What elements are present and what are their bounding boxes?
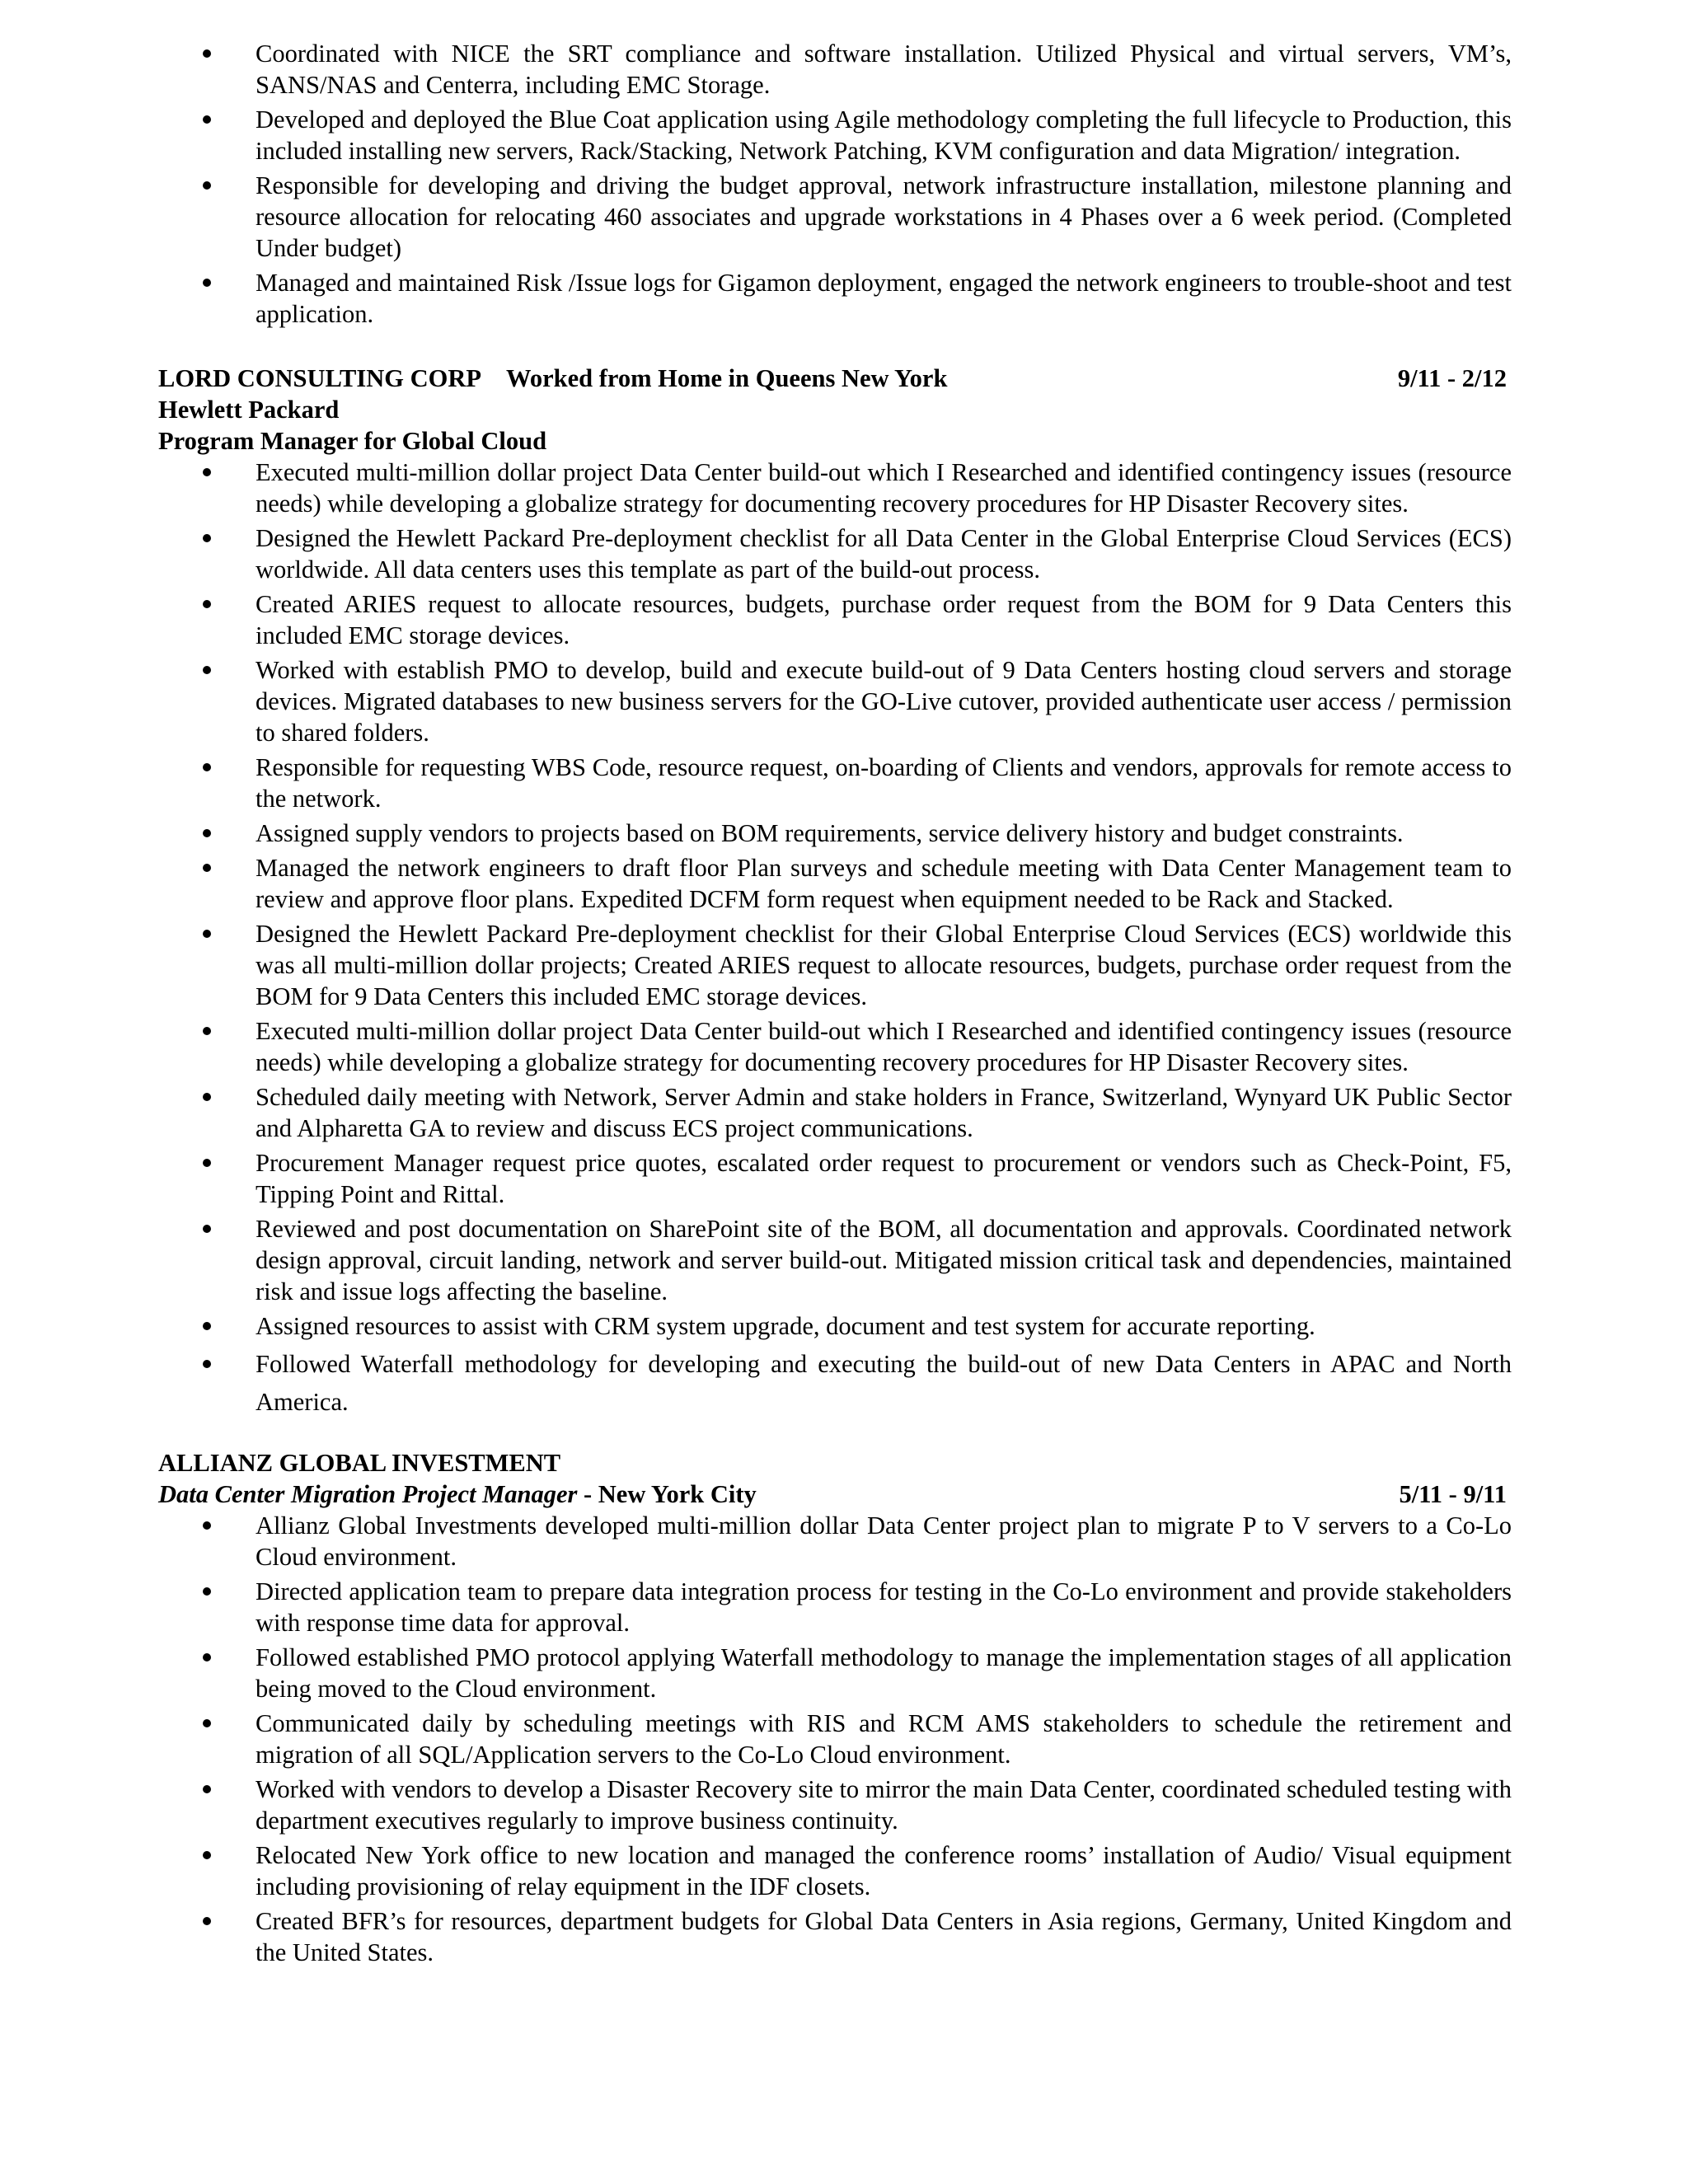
bullet-icon (203, 279, 211, 287)
bullet-icon (203, 1322, 211, 1330)
list-item: Managed the network engineers to draft floor Plan surveys and schedule meeting with Data Center Management team to review and approve floor plans. Expedited DCFM form request when equipment needed to be Rack and Stacked. (203, 852, 1512, 915)
allianz-role-line (158, 1479, 1517, 1510)
bullet-icon (203, 1587, 211, 1596)
client-name: Hewlett Packard (158, 396, 340, 424)
list-item: Responsible for developing and driving the budget approval, network infrastructure installation, milestone planning and resource allocation for relocating 460 associates and upgrade workstations in 4 Phases over a 6 week period. (Completed Under budget) (203, 170, 1512, 264)
company-name: LORD CONSULTING CORP (158, 364, 482, 392)
list-item: Followed established PMO protocol applying Waterfall methodology to manage the implementation stages of all application being moved to the Cloud environment. (203, 1642, 1512, 1704)
work-location: Worked from Home in Queens New York (506, 364, 948, 392)
list-item: Followed Waterfall methodology for developing and executing the build-out of new Data Centers in APAC and North America. (203, 1345, 1512, 1421)
bullet-icon (203, 49, 211, 58)
list-item: Developed and deployed the Blue Coat application using Agile methodology completing the full lifecycle to Production, this included installing new servers, Rack/Stacking, Network Patching, KVM configuration and data Migration/ integration. (203, 104, 1512, 166)
date-range: 9/11 - 2/12 (1397, 364, 1507, 392)
company-name: ALLIANZ GLOBAL INVESTMENT (158, 1449, 561, 1477)
bullet-icon (203, 1521, 211, 1530)
job-title: Program Manager for Global Cloud (158, 427, 547, 455)
list-item: Procurement Manager request price quotes, escalated order request to procurement or vendors such as Check-Point, F5, Tipping Point and Rittal. (203, 1147, 1512, 1210)
allianz-bullets (203, 1510, 1512, 1968)
bullet-icon (203, 1785, 211, 1793)
lord-header-line (158, 363, 1517, 394)
bullet-icon (203, 930, 211, 938)
bullet-icon (203, 468, 211, 476)
list-item: Directed application team to prepare data integration process for testing in the Co-Lo environment and provide stakeholders with response time data for approval. (203, 1576, 1512, 1638)
bullet-icon (203, 1653, 211, 1661)
list-item: Executed multi-million dollar project Data Center build-out which I Researched and identified contingency issues (resource needs) while developing a globalize strategy for documenting recovery procedures for HP Disaster Recovery sites. (203, 457, 1512, 519)
bullet-icon (203, 181, 211, 190)
list-item: Coordinated with NICE the SRT compliance and software installation. Utilized Physical and virtual servers, VM’s, SANS/NAS and Centerra, including EMC Storage. (203, 38, 1512, 101)
list-item: Assigned resources to assist with CRM system upgrade, document and test system for accurate reporting. (203, 1310, 1512, 1342)
lord-bullets (203, 457, 1512, 1421)
bullet-icon (203, 1027, 211, 1035)
list-item: Designed the Hewlett Packard Pre-deployment checklist for all Data Center in the Global Enterprise Cloud Services (ECS) worldwide. All data centers uses this template as part of the build-out process. (203, 523, 1512, 585)
list-item: Communicated daily by scheduling meetings with RIS and RCM AMS stakeholders to schedule the retirement and migration of all SQL/Application servers to the Co-Lo Cloud environment. (203, 1708, 1512, 1770)
list-item: Executed multi-million dollar project Data Center build-out which I Researched and identified contingency issues (resource needs) while developing a globalize strategy for documenting recovery procedures for HP Disaster Recovery sites. (203, 1015, 1512, 1078)
lord-consulting-section (158, 363, 1517, 457)
bullet-icon (203, 1159, 211, 1167)
separator: - (577, 1480, 598, 1508)
list-item: Reviewed and post documentation on SharePoint site of the BOM, all documentation and approvals. Coordinated network design approval, circuit landing, network and server build-out. Mitigated mission critical task and dependencies, maintained risk and issue logs affecting the baseline. (203, 1213, 1512, 1307)
job-title: Data Center Migration Project Manager (158, 1480, 578, 1508)
bullet-icon (203, 1225, 211, 1233)
list-item: Created ARIES request to allocate resources, budgets, purchase order request from the BOM for 9 Data Centers this included EMC storage devices. (203, 588, 1512, 651)
bullet-icon (203, 1917, 211, 1925)
work-location: New York City (598, 1480, 757, 1508)
list-item: Worked with vendors to develop a Disaster Recovery site to mirror the main Data Center, coordinated scheduled testing with department executives regularly to improve business continuity. (203, 1774, 1512, 1836)
bullet-icon (203, 864, 211, 872)
list-item: Scheduled daily meeting with Network, Server Admin and stake holders in France, Switzerland, Wynyard UK Public Sector and Alpharetta GA to review and discuss ECS project communications. (203, 1081, 1512, 1144)
previous-role-bullets (203, 38, 1512, 330)
bullet-icon (203, 666, 211, 674)
bullet-icon (203, 1851, 211, 1859)
list-item: Allianz Global Investments developed multi-million dollar Data Center project plan to migrate P to V servers to a Co-Lo Cloud environment. (203, 1510, 1512, 1572)
bullet-icon (203, 1093, 211, 1101)
bullet-icon (203, 115, 211, 124)
list-item: Created BFR’s for resources, department budgets for Global Data Centers in Asia regions, Germany, United Kingdom and the United States. (203, 1905, 1512, 1968)
bullet-icon (203, 534, 211, 542)
list-item: Assigned supply vendors to projects based on BOM requirements, service delivery history and budget constraints. (203, 818, 1512, 849)
list-item: Relocated New York office to new location and managed the conference rooms’ installation of Audio/ Visual equipment including provisioning of relay equipment in the IDF closets. (203, 1840, 1512, 1902)
bullet-icon (203, 600, 211, 608)
list-item: Managed and maintained Risk /Issue logs for Gigamon deployment, engaged the network engineers to trouble-shoot and test application. (203, 267, 1512, 330)
list-item: Responsible for requesting WBS Code, resource request, on-boarding of Clients and vendors, approvals for remote access to the network. (203, 752, 1512, 814)
bullet-icon (203, 763, 211, 771)
bullet-icon (203, 1360, 211, 1368)
list-item: Worked with establish PMO to develop, build and execute build-out of 9 Data Centers hosting cloud servers and storage devices. Migrated databases to new business servers for the GO-Live cutover, provided authenticate user access / permission to shared folders. (203, 654, 1512, 748)
bullet-icon (203, 829, 211, 837)
bullet-icon (203, 1719, 211, 1727)
date-range: 5/11 - 9/11 (1399, 1480, 1507, 1508)
list-item: Designed the Hewlett Packard Pre-deployment checklist for their Global Enterprise Cloud Services (ECS) worldwide this was all multi-million dollar projects; Created ARIES request to allocate resources, budgets, purchase order request from the BOM for 9 Data Centers this included EMC storage devices. (203, 918, 1512, 1012)
allianz-section (158, 1447, 1517, 1510)
